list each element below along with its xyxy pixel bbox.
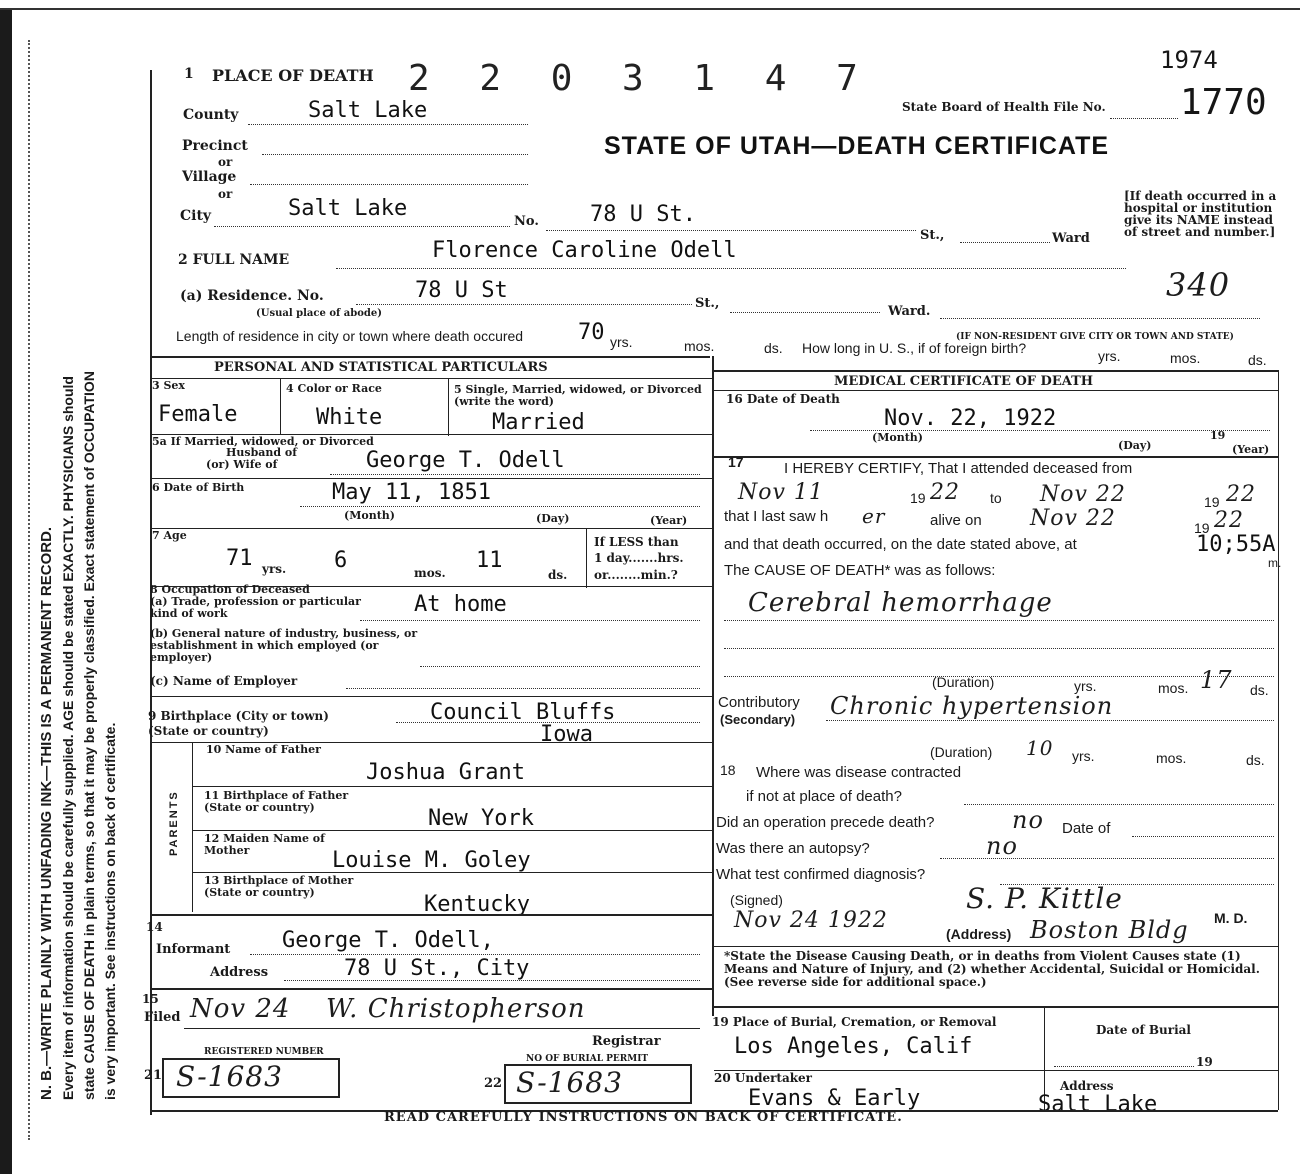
residence-ward-label: Ward. <box>888 304 931 319</box>
duration-1-ds: ds. <box>1250 682 1269 698</box>
marital-label: 5 Single, Married, widowed, or Divorced (write the word) <box>454 383 702 408</box>
burial-label: 19 Place of Burial, Cremation, or Removal <box>712 1015 997 1029</box>
side-notice-4: is very important. See instructions on back of certificate. <box>102 722 118 1100</box>
county-line <box>248 124 528 125</box>
footer-instructions: READ CAREFULLY INSTRUCTIONS ON BACK OF CERTIFICATE. <box>384 1110 903 1125</box>
street-no-label: No. <box>514 214 539 229</box>
race-divider <box>448 378 449 436</box>
duration-1-value: 17 <box>1200 666 1233 694</box>
certify-from-prefix: 19 <box>910 490 926 506</box>
date-of-death-label: 16 Date of Death <box>726 392 840 406</box>
hospital-note: [If death occurred in a hospital or institution give its NAME instead of street and number.] <box>1124 189 1277 239</box>
residence-st-label: St., <box>695 296 720 311</box>
alive-year: 22 <box>1214 508 1244 533</box>
father-birthplace-label: 11 Birthplace of Father (State or country) <box>204 789 349 814</box>
row-dod-line <box>714 456 1278 458</box>
ward-line-1 <box>960 242 1050 243</box>
residence-label: (a) Residence. No. <box>180 288 324 304</box>
village-line <box>250 184 528 185</box>
county-value: Salt Lake <box>308 98 428 123</box>
occupation-value: At home <box>414 592 507 617</box>
hospital-value: 340 <box>1166 266 1231 304</box>
certificate-title: STATE OF UTAH—DEATH CERTIFICATE <box>604 132 1110 160</box>
birthplace-line <box>396 722 700 723</box>
certify-to: to <box>990 490 1002 506</box>
race-value: White <box>316 405 383 430</box>
last-saw-text: that I last saw h <box>724 508 829 525</box>
informant-value: George T. Odell, <box>282 928 494 953</box>
length-residence-value: 70 <box>578 320 605 345</box>
length-residence-label: Length of residence in city or town where death occured <box>176 328 524 344</box>
county-label: County <box>183 107 239 123</box>
precinct-line <box>262 154 528 155</box>
birthplace-city-value: Council Bluffs <box>430 700 616 725</box>
certify-num: 17 <box>728 454 744 470</box>
signed-date: Nov 24 1922 <box>734 908 888 933</box>
row-note-line <box>714 1006 1278 1008</box>
sex-divider <box>280 378 281 434</box>
q18-text: Where was disease contracted <box>756 764 962 781</box>
autopsy-line <box>940 858 1274 859</box>
dod-month: (Month) <box>872 431 923 444</box>
abode-note: (Usual place of abode) <box>256 308 382 319</box>
side-notice-1: N. B.—WRITE PLAINLY WITH UNFADING INK—THIS IS A PERMANENT RECORD. <box>38 526 55 1100</box>
undertaker-address-label: Address <box>1060 1079 1114 1093</box>
dob-year: (Year) <box>650 514 688 527</box>
city-label: City <box>180 208 212 224</box>
dob-line <box>300 506 700 507</box>
date-of-label: Date of <box>1062 820 1111 837</box>
date-of-death-value: Nov. 22, 1922 <box>884 406 1057 431</box>
precinct-label: Precinct <box>182 138 248 154</box>
certify-to-prefix: 19 <box>1204 494 1220 510</box>
row-spouse-line <box>150 478 712 479</box>
occurred-text: and that death occurred, on the date stated above, at <box>724 536 1077 553</box>
spouse-label-c: (or) Wife of <box>206 458 278 471</box>
dob-label: 6 Date of Birth <box>152 481 245 494</box>
time-of-death: 10;55A <box>1196 532 1276 557</box>
row-father-bp-line <box>192 830 712 831</box>
field-1-num: 1 <box>184 66 194 82</box>
birthplace-state-value: Iowa <box>540 722 593 747</box>
duration-2-value: 10 <box>1026 736 1054 760</box>
village-label: Village <box>182 169 237 185</box>
cause-line-2 <box>724 648 1274 649</box>
dob-value: May 11, 1851 <box>332 480 491 505</box>
time-m: m. <box>1268 556 1282 570</box>
less-than-label: If LESS than <box>594 535 679 549</box>
q18-num: 18 <box>720 762 736 778</box>
cause-line-3 <box>724 676 1274 677</box>
perforation-strip <box>14 40 30 1140</box>
mother-value: Louise M. Goley <box>332 848 531 873</box>
less-day: 1 day.......hrs. <box>594 551 684 565</box>
alive-year-prefix: 19 <box>1194 520 1210 536</box>
length-yrs: yrs. <box>610 334 633 350</box>
personal-header-line <box>150 378 712 379</box>
duration-2-label: (Duration) <box>930 744 993 760</box>
age-mos-label: mos. <box>414 566 446 580</box>
sex-label: 3 Sex <box>152 379 185 392</box>
length-mos: mos. <box>684 338 715 354</box>
medical-header: MEDICAL CERTIFICATE OF DEATH <box>834 374 1094 389</box>
duration-2-yrs: yrs. <box>1072 748 1095 764</box>
spouse-value: George T. Odell <box>366 448 565 473</box>
age-ds-value: 11 <box>476 548 503 573</box>
burial-date-line <box>1054 1066 1194 1067</box>
reg-num-field: 21 <box>144 1068 163 1083</box>
last-saw-pronoun: er <box>862 504 886 528</box>
employer-line <box>346 688 700 689</box>
row-father-line <box>192 786 712 787</box>
scan-left-edge <box>0 0 12 1174</box>
length-ds: ds. <box>764 340 783 356</box>
city-line <box>214 226 510 227</box>
contributory-value: Chronic hypertension <box>830 692 1114 720</box>
certify-from-year: 22 <box>930 480 960 505</box>
father-birthplace-value: New York <box>428 806 534 831</box>
signer-address-label: (Address) <box>946 926 1012 942</box>
occupation-label: 8 Occupation of Deceased <box>150 583 310 596</box>
residence-ward-line <box>940 318 1260 319</box>
signer-signature: S. P. Kittle <box>966 882 1123 915</box>
burial-permit-label: NO OF BURIAL PERMIT <box>526 1054 649 1064</box>
personal-header: PERSONAL AND STATISTICAL PARTICULARS <box>214 360 548 375</box>
age-ds-label: ds. <box>548 568 568 582</box>
filed-label: Filed <box>144 1010 181 1025</box>
full-name-value: Florence Caroline Odell <box>432 238 737 263</box>
row-dob-line <box>150 528 712 529</box>
cause-value: Cerebral hemorrhage <box>748 588 1053 618</box>
duration-1-label: (Duration) <box>932 674 995 690</box>
contributory-line <box>826 720 1274 721</box>
side-notice-3: state CAUSE OF DEATH in plain terms, so that it may be properly classified. Exact statement of OCCUPATION <box>81 371 97 1100</box>
file-no-value: 1770 <box>1180 82 1267 123</box>
operation-value: no <box>1012 806 1044 834</box>
filed-value: Nov 24 <box>190 994 291 1024</box>
date-of-line <box>1132 836 1274 837</box>
marital-value: Married <box>492 410 585 435</box>
age-mos-value: 6 <box>334 548 348 573</box>
residence-st-line <box>730 312 880 313</box>
operation-label: Did an operation precede death? <box>716 814 935 831</box>
filed-num: 15 <box>142 992 159 1006</box>
file-no-label: State Board of Health File No. <box>902 100 1106 114</box>
certificate-stamp-number: 2 2 0 3 1 4 7 <box>408 58 872 99</box>
certify-to-date: Nov 22 <box>1040 482 1126 507</box>
or-2: or <box>218 187 233 201</box>
full-name-label: 2 FULL NAME <box>178 252 290 268</box>
nonresident-note: (IF NON-RESIDENT GIVE CITY OR TOWN AND STATE) <box>956 332 1234 342</box>
age-divider <box>586 528 587 588</box>
cause-line-1 <box>724 620 1274 621</box>
contributory-label: Contributory <box>718 694 800 711</box>
us-ds: ds. <box>1248 352 1267 368</box>
alive-on-text: alive on <box>930 512 982 529</box>
section-divider-right <box>714 370 1278 372</box>
spouse-label-b: Husband of <box>226 446 297 459</box>
md-label: M. D. <box>1214 910 1248 926</box>
dob-day: (Day) <box>536 512 570 525</box>
dod-year: (Year) <box>1232 443 1270 456</box>
street-line <box>546 230 916 231</box>
father-label: 10 Name of Father <box>206 743 321 756</box>
registrar-label: Registrar <box>592 1034 661 1049</box>
certify-to-year: 22 <box>1226 482 1256 507</box>
occupation-b-label: (b) General nature of industry, business, or establishment in which employed (or employer) <box>150 627 418 664</box>
autopsy-label: Was there an autopsy? <box>716 840 870 857</box>
informant-num: 14 <box>146 920 163 934</box>
birthplace-label: 9 Birthplace (City or town) <box>148 709 329 723</box>
undertaker-label: 20 Undertaker <box>714 1071 813 1085</box>
race-label: 4 Color or Race <box>286 382 382 395</box>
secondary-label: (Secondary) <box>720 712 796 727</box>
registered-number-value: S-1683 <box>176 1060 283 1093</box>
informant-label: Informant <box>156 942 231 957</box>
less-min: or........min.? <box>594 568 678 582</box>
q18b-text: if not at place of death? <box>746 788 902 805</box>
dod-day: (Day) <box>1118 439 1152 452</box>
registrar-signature: W. Christopherson <box>326 994 586 1024</box>
street-no-value: 78 U St. <box>590 202 696 227</box>
date-of-burial-label: Date of Burial <box>1096 1023 1191 1037</box>
test-label: What test confirmed diagnosis? <box>716 866 926 883</box>
us-mos: mos. <box>1170 350 1201 366</box>
certify-text: I HEREBY CERTIFY, That I attended deceased from <box>784 460 1133 477</box>
medical-note: *State the Disease Causing Death, or in deaths from Violent Causes state (1) Means and Nature of Injury, and (2) whether Accidental, Suicidal or Homicidal. (See reverse side for additional space.) <box>724 949 1260 989</box>
row-signed-line <box>714 946 1278 947</box>
mother-birthplace-label: 13 Birthplace of Mother (State or country) <box>204 874 354 899</box>
burial-place-value: Los Angeles, Calif <box>734 1034 973 1059</box>
dod-year-prefix: 19 <box>1210 429 1226 442</box>
spouse-label-a: 5a If Married, widowed, or Divorced <box>152 435 374 448</box>
father-value: Joshua Grant <box>366 760 525 785</box>
undertaker-address-value: Salt Lake <box>1038 1092 1158 1117</box>
us-label: How long in U. S., if of foreign birth? <box>802 340 1027 356</box>
informant-address-label: Address <box>210 965 269 980</box>
informant-address-value: 78 U St., City <box>344 956 530 981</box>
employer-label: (c) Name of Employer <box>150 674 298 688</box>
age-label: 7 Age <box>152 529 187 542</box>
ward-label: Ward <box>1052 231 1090 246</box>
informant-address-line <box>284 980 700 981</box>
parents-side-label: PARENTS <box>168 790 180 856</box>
mother-label: 12 Maiden Name of Mother <box>204 832 325 857</box>
occupation-a-label: (a) Trade, profession or particular kind of work <box>150 595 361 620</box>
burial-divider <box>1044 1006 1045 1070</box>
informant-line <box>250 954 700 955</box>
signer-address: Boston Bldg <box>1030 916 1189 944</box>
dob-month: (Month) <box>344 509 395 522</box>
filed-line <box>184 1028 700 1029</box>
row-mother-line <box>192 872 712 873</box>
birthplace-state-label: (State or country) <box>148 724 269 738</box>
spouse-line <box>330 474 700 475</box>
autopsy-value: no <box>986 832 1018 860</box>
file-no-line <box>1110 118 1178 119</box>
burial-year-prefix: 19 <box>1196 1055 1213 1069</box>
q18-line <box>964 804 1274 805</box>
registered-number-label: REGISTERED NUMBER <box>204 1047 324 1057</box>
side-notice-2: Every item of information should be carefully supplied. AGE should be stated EXACTLY. PHYSICIANS should <box>60 376 76 1100</box>
duration-2-ds: ds. <box>1246 752 1265 768</box>
occupation-b-line <box>420 666 700 667</box>
us-yrs: yrs. <box>1098 348 1121 364</box>
city-value: Salt Lake <box>288 196 408 221</box>
row-mother-bp-line <box>150 914 712 916</box>
undertaker-value: Evans & Early <box>748 1086 921 1111</box>
occupation-line <box>360 620 700 621</box>
certify-from-date: Nov 11 <box>738 480 824 505</box>
column-divider <box>712 356 714 1016</box>
duration-2-mos: mos. <box>1156 750 1187 766</box>
duration-1-mos: mos. <box>1158 680 1189 696</box>
sex-value: Female <box>158 402 238 427</box>
signed-label: (Signed) <box>730 892 783 908</box>
mother-birthplace-value: Kentucky <box>424 892 530 917</box>
age-yrs-label: yrs. <box>262 562 287 576</box>
alive-on-date: Nov 22 <box>1030 506 1116 531</box>
parents-left-divider <box>192 742 193 912</box>
place-of-death-label: PLACE OF DEATH <box>212 66 374 85</box>
age-yrs-value: 71 <box>226 546 253 571</box>
cause-text: The CAUSE OF DEATH* was as follows: <box>724 562 996 579</box>
residence-line <box>356 304 692 305</box>
duration-1-yrs: yrs. <box>1074 678 1097 694</box>
scan-top-edge <box>0 0 1300 10</box>
burial-num-field: 22 <box>484 1076 503 1091</box>
row-informant-line <box>150 988 712 990</box>
st-label: St., <box>920 228 945 243</box>
residence-value: 78 U St <box>415 278 508 303</box>
burial-permit-value: S-1683 <box>516 1066 623 1099</box>
top-corner-number: 1974 <box>1160 46 1218 74</box>
full-name-line <box>336 268 1126 269</box>
form-right-border <box>1278 370 1279 1110</box>
or-1: or <box>218 155 233 169</box>
row-occ-line <box>150 696 712 697</box>
section-divider <box>150 356 710 358</box>
medical-header-line <box>714 390 1278 391</box>
